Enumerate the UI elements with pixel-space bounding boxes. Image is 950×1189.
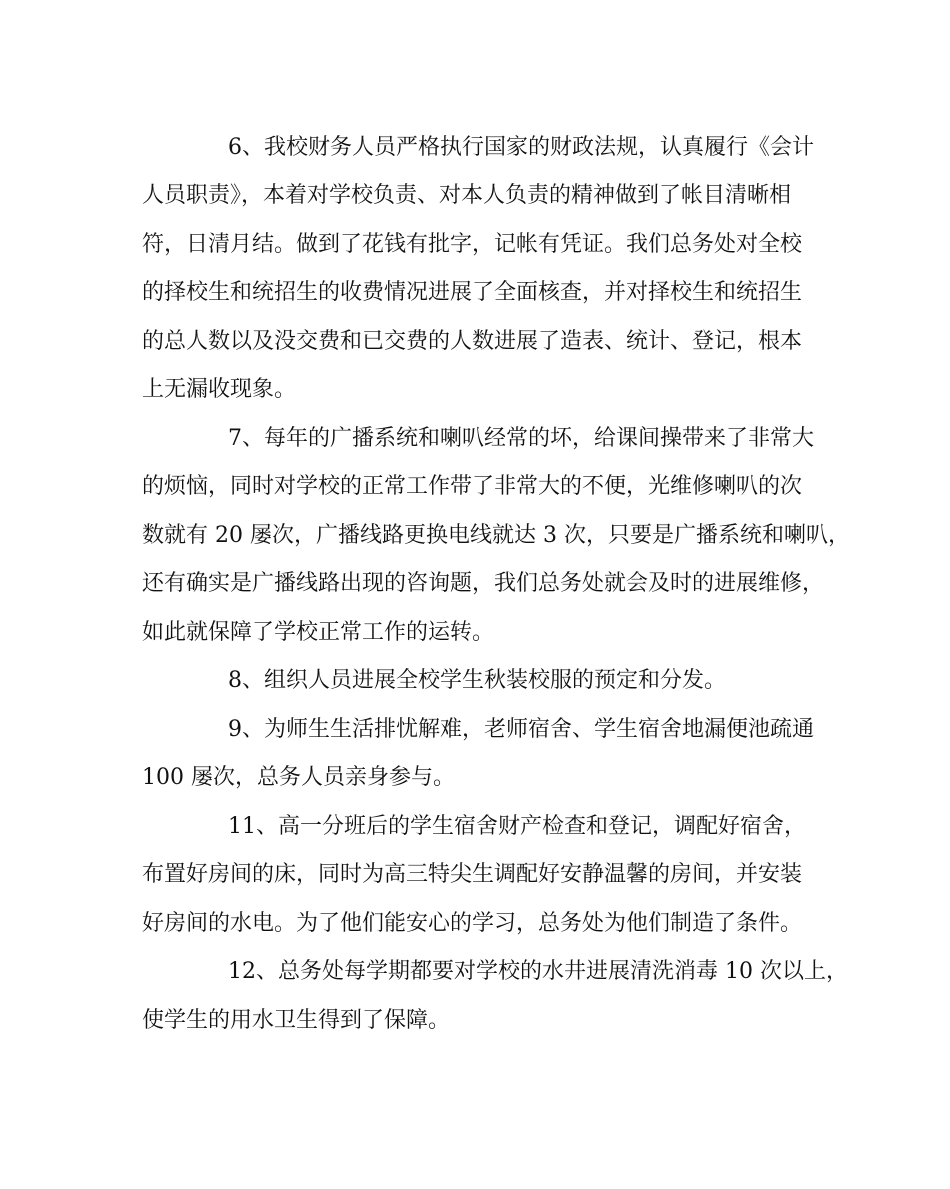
text-line: 7、每年的广播系统和喇叭经常的坏，给课间操带来了非常大 bbox=[228, 426, 814, 451]
text-line: 11、高一分班后的学生宿舍财产检查和登记，调配好宿舍， bbox=[228, 814, 806, 839]
text-line: 如此就保障了学校正常工作的运转。 bbox=[142, 620, 495, 645]
text-line: 6、我校财务人员严格执行国家的财政法规，认真履行《会计 bbox=[228, 135, 814, 160]
text-line: 人员职责》，本着对学校负责、对本人负责的精神做到了帐目清晰相 bbox=[142, 183, 792, 208]
text-line: 8、组织人员进展全校学生秋装校服的预定和分发。 bbox=[228, 668, 726, 693]
text-line: 布置好房间的床，同时为高三特尖生调配好安静温馨的房间，并安装 bbox=[142, 862, 803, 887]
text-line: 的烦恼，同时对学校的正常工作带了非常大的不便，光维修喇叭的次 bbox=[142, 474, 803, 499]
text-line: 12、总务处每学期都要对学校的水井进展清洗消毒 10 次以上， bbox=[228, 959, 848, 984]
text-line: 上无漏收现象。 bbox=[142, 377, 297, 402]
text-line: 的总人数以及没交费和已交费的人数进展了造表、统计、登记，根本 bbox=[142, 329, 803, 354]
text-line: 还有确实是广播线路出现的咨询题，我们总务处就会及时的进展维修， bbox=[142, 571, 825, 596]
text-line: 的择校生和统招生的收费情况进展了全面核查，并对择校生和统招生 bbox=[142, 280, 803, 305]
text-line: 符，日清月结。做到了花钱有批字，记帐有凭证。我们总务处对全校 bbox=[142, 232, 803, 257]
text-line: 100 屡次，总务人员亲身参与。 bbox=[142, 765, 455, 790]
text-line: 数就有 20 屡次，广播线路更换电线就达 3 次，只要是广播系统和喇叭， bbox=[142, 523, 850, 548]
text-line: 好房间的水电。为了他们能安心的学习，总务处为他们制造了条件。 bbox=[142, 911, 803, 936]
text-line: 使学生的用水卫生得到了保障。 bbox=[142, 1008, 451, 1033]
text-line: 9、为师生生活排忧解难，老师宿舍、学生宿舍地漏便池疏通 bbox=[228, 717, 814, 742]
